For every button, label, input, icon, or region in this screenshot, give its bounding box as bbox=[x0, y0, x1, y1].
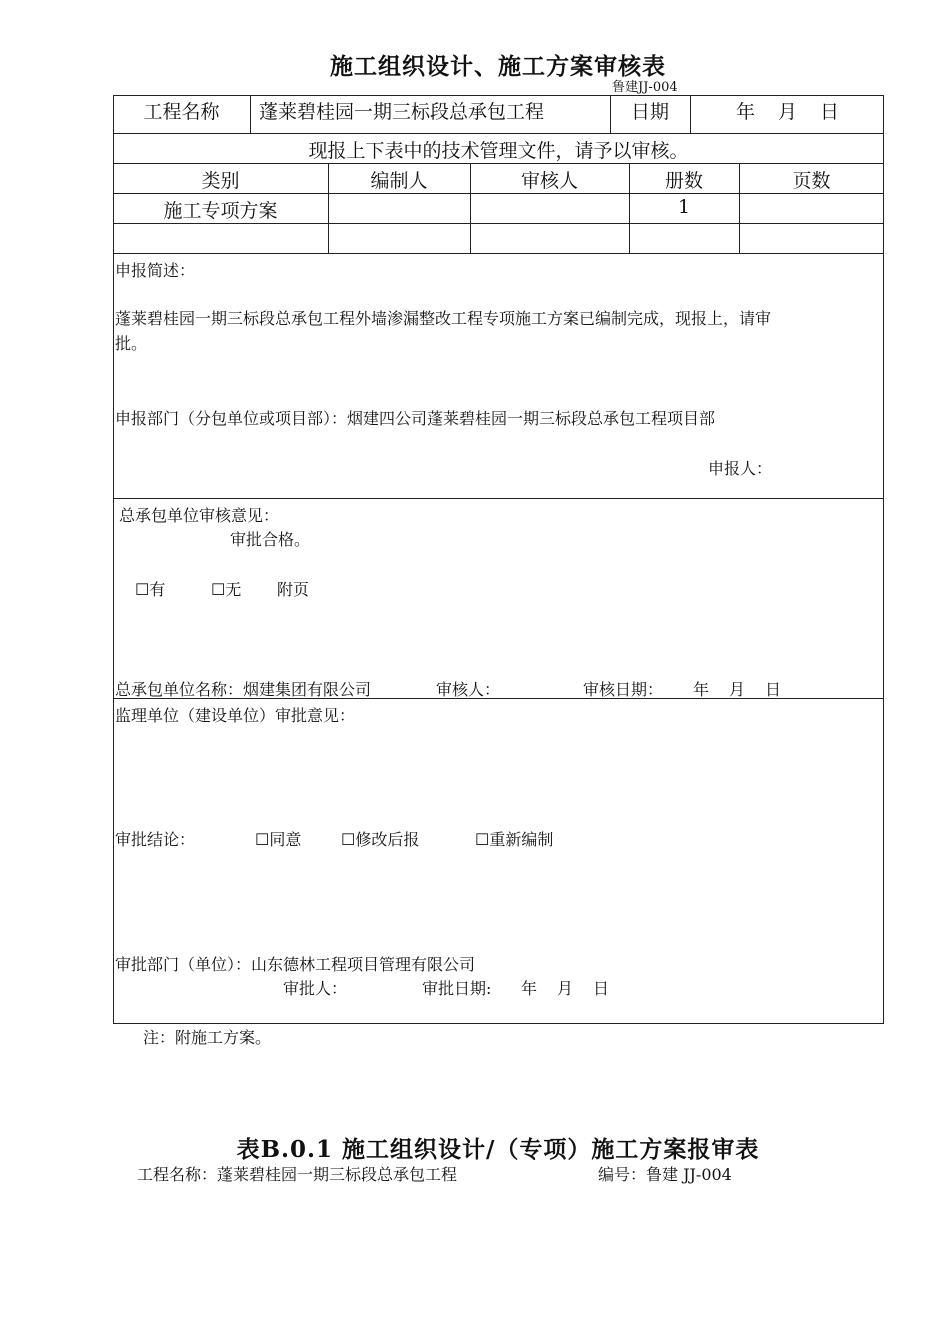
supervisor-opinion-label: 监理单位（建设单位）审批意见： bbox=[115, 706, 356, 725]
form2-project: 工程名称：蓬莱碧桂园一期三标段总承包工程 bbox=[137, 1165, 458, 1184]
gc-opinion: 审批合格。 bbox=[230, 530, 311, 549]
checkbox-icon: ☐ bbox=[255, 830, 270, 849]
divider bbox=[113, 163, 884, 164]
divider bbox=[250, 95, 251, 133]
col-header-reviewer: 审核人 bbox=[520, 170, 578, 192]
form2-title: 表B.0.1 施工组织设计/（专项）施工方案报审表 bbox=[236, 1136, 760, 1163]
divider bbox=[113, 223, 884, 224]
conclusion-label: 审批结论： bbox=[115, 830, 196, 849]
form-code: 鲁建JJ-004 bbox=[612, 80, 678, 95]
approver-label: 审批人： bbox=[283, 979, 348, 998]
divider bbox=[113, 133, 884, 134]
project-name-label: 工程名称 bbox=[143, 101, 220, 123]
col-header-category: 类别 bbox=[201, 170, 240, 192]
approve-date-value: 年 月 日 bbox=[521, 979, 612, 998]
checkbox-icon: ☐ bbox=[135, 580, 150, 599]
attach-no-option[interactable] bbox=[211, 577, 241, 600]
checkbox-icon: ☐ bbox=[341, 830, 356, 849]
applicant-label: 申报人： bbox=[708, 459, 773, 478]
attach-label: 附页 bbox=[277, 580, 310, 599]
divider bbox=[113, 253, 884, 254]
summary-label: 申报简述： bbox=[115, 261, 196, 280]
gc-review-date-value: 年 月 日 bbox=[693, 680, 784, 699]
col-header-compiler: 编制人 bbox=[370, 170, 428, 192]
gc-opinion-label: 总承包单位审核意见： bbox=[119, 506, 280, 525]
divider bbox=[690, 95, 691, 133]
project-name-value: 蓬莱碧桂园一期三标段总承包工程 bbox=[259, 101, 545, 123]
note-text: 注：附施工方案。 bbox=[143, 1028, 272, 1047]
gc-review-date-label: 审核日期： bbox=[583, 680, 664, 699]
checkbox-icon: ☐ bbox=[211, 580, 226, 599]
date-value: 年 月 日 bbox=[736, 101, 842, 123]
applying-department: 申报部门（分包单位或项目部）：烟建四公司蓬莱碧桂园一期三标段总承包工程项目部 bbox=[115, 409, 716, 428]
attach-yes-label: 有 bbox=[149, 580, 166, 599]
opt-agree[interactable] bbox=[255, 827, 301, 850]
attach-yes-option[interactable] bbox=[135, 577, 165, 600]
col-header-pages: 页数 bbox=[792, 170, 831, 192]
summary-text-cont: 批。 bbox=[115, 334, 148, 353]
page-title: 施工组织设计、施工方案审核表 bbox=[330, 53, 666, 80]
opt-redo[interactable] bbox=[475, 827, 553, 850]
opt-agree-label: 同意 bbox=[269, 830, 302, 849]
cell-volumes: 1 bbox=[677, 196, 691, 218]
col-header-volumes: 册数 bbox=[664, 170, 703, 192]
approve-date-label: 审批日期: bbox=[422, 979, 492, 998]
opt-redo-label: 重新编制 bbox=[489, 830, 554, 849]
gc-reviewer-label: 审核人： bbox=[436, 680, 501, 699]
form2-number: 编号：鲁建 JJ-004 bbox=[598, 1165, 732, 1184]
divider bbox=[113, 193, 884, 194]
divider bbox=[113, 498, 884, 499]
summary-text: 蓬莱碧桂园一期三标段总承包工程外墙渗漏整改工程专项施工方案已编制完成，现报上，请审 bbox=[115, 309, 772, 328]
approve-department: 审批部门（单位）：山东德林工程项目管理有限公司 bbox=[115, 955, 476, 974]
cell-category: 施工专项方案 bbox=[163, 200, 278, 222]
checkbox-icon: ☐ bbox=[475, 830, 490, 849]
gc-name: 总承包单位名称：烟建集团有限公司 bbox=[115, 680, 372, 699]
notice-text: 现报上下表中的技术管理文件，请予以审核。 bbox=[308, 140, 689, 162]
date-label: 日期 bbox=[630, 101, 669, 123]
review-table bbox=[113, 95, 884, 1024]
opt-modify-label: 修改后报 bbox=[355, 830, 420, 849]
attach-no-label: 无 bbox=[225, 580, 242, 599]
opt-modify[interactable] bbox=[341, 827, 419, 850]
